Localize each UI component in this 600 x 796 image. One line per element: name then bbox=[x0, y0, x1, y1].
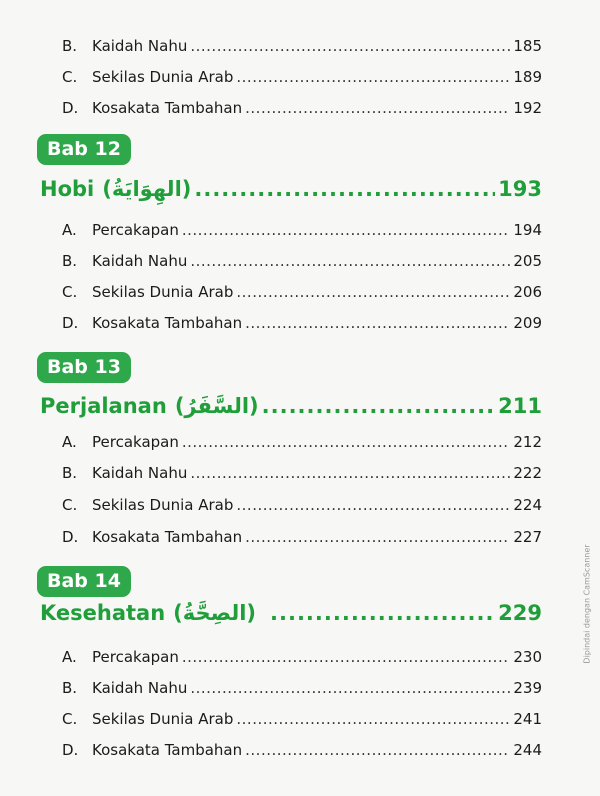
toc-entry[interactable] bbox=[62, 495, 542, 515]
dot-leader bbox=[190, 251, 510, 271]
chapter-title: Perjalanan bbox=[40, 394, 167, 418]
chapter-badge: Bab 13 bbox=[37, 352, 131, 383]
dot-leader bbox=[236, 282, 510, 302]
toc-entry[interactable] bbox=[62, 740, 542, 760]
entry-label: Kaidah Nahu bbox=[92, 464, 188, 482]
scanner-watermark-text: Dipindai dengan CamScanner bbox=[582, 544, 592, 664]
entry-page-number: 241 bbox=[513, 710, 542, 728]
toc-entry[interactable] bbox=[62, 220, 542, 240]
dot-leader bbox=[236, 709, 510, 729]
chapter-badge: Bab 12 bbox=[37, 134, 131, 165]
dot-leader bbox=[190, 678, 510, 698]
entry-page-number: 209 bbox=[513, 314, 542, 332]
entry-label: Kaidah Nahu bbox=[92, 37, 188, 55]
toc-entry[interactable] bbox=[62, 678, 542, 698]
dot-leader bbox=[194, 174, 495, 204]
entry-label: Kosakata Tambahan bbox=[92, 99, 243, 117]
toc-entry[interactable] bbox=[62, 432, 542, 452]
dot-leader bbox=[245, 527, 510, 547]
chapter-title-row[interactable] bbox=[40, 598, 542, 628]
toc-entry[interactable] bbox=[62, 463, 542, 483]
dot-leader bbox=[190, 36, 510, 56]
toc-entry[interactable] bbox=[62, 36, 542, 56]
entry-page-number: 194 bbox=[513, 221, 542, 239]
entry-page-number: 227 bbox=[513, 528, 542, 546]
entry-label: Percakapan bbox=[92, 433, 179, 451]
toc-entry[interactable] bbox=[62, 98, 542, 118]
chapter-title: Hobi bbox=[40, 177, 95, 201]
dot-leader bbox=[245, 740, 510, 760]
entry-label: Kaidah Nahu bbox=[92, 252, 188, 270]
entry-letter: D. bbox=[62, 99, 79, 117]
chapter-page-number: 229 bbox=[498, 601, 542, 625]
entry-letter: A. bbox=[62, 648, 77, 666]
entry-page-number: 206 bbox=[513, 283, 542, 301]
entry-letter: D. bbox=[62, 528, 79, 546]
chapter-page-number: 211 bbox=[498, 394, 542, 418]
toc-entry[interactable] bbox=[62, 67, 542, 87]
entry-label: Kosakata Tambahan bbox=[92, 741, 243, 759]
toc-entry[interactable] bbox=[62, 647, 542, 667]
dot-leader bbox=[262, 391, 496, 421]
chapter-title-row[interactable] bbox=[40, 391, 542, 421]
entry-label: Sekilas Dunia Arab bbox=[92, 496, 234, 514]
chapter-arabic-title: (السَّفَرُ) bbox=[174, 394, 259, 418]
toc-entry[interactable] bbox=[62, 709, 542, 729]
entry-page-number: 230 bbox=[513, 648, 542, 666]
dot-leader bbox=[190, 463, 510, 483]
dot-leader bbox=[182, 647, 511, 667]
chapter-arabic-title: (الصِحَّةُ) bbox=[173, 601, 257, 625]
entry-label: Kosakata Tambahan bbox=[92, 314, 243, 332]
entry-letter: A. bbox=[62, 433, 77, 451]
entry-label: Percakapan bbox=[92, 648, 179, 666]
chapter-title-row[interactable] bbox=[40, 174, 542, 204]
entry-label: Percakapan bbox=[92, 221, 179, 239]
chapter-arabic-title: (الهِوَايَةُ) bbox=[102, 177, 192, 201]
entry-letter: B. bbox=[62, 464, 78, 482]
entry-letter: B. bbox=[62, 679, 78, 697]
entry-label: Sekilas Dunia Arab bbox=[92, 710, 234, 728]
entry-letter: C. bbox=[62, 283, 78, 301]
chapter-badge: Bab 14 bbox=[37, 566, 131, 597]
entry-letter: C. bbox=[62, 496, 78, 514]
entry-letter: D. bbox=[62, 741, 79, 759]
entry-letter: B. bbox=[62, 252, 78, 270]
entry-page-number: 212 bbox=[513, 433, 542, 451]
entry-label: Kaidah Nahu bbox=[92, 679, 188, 697]
entry-label: Sekilas Dunia Arab bbox=[92, 68, 234, 86]
toc-entry[interactable] bbox=[62, 282, 542, 302]
entry-page-number: 239 bbox=[513, 679, 542, 697]
entry-page-number: 189 bbox=[513, 68, 542, 86]
entry-letter: C. bbox=[62, 710, 78, 728]
entry-page-number: 185 bbox=[513, 37, 542, 55]
entry-page-number: 222 bbox=[513, 464, 542, 482]
entry-letter: B. bbox=[62, 37, 78, 55]
entry-label: Kosakata Tambahan bbox=[92, 528, 243, 546]
entry-letter: D. bbox=[62, 314, 79, 332]
scanner-watermark bbox=[580, 504, 594, 704]
chapter-page-number: 193 bbox=[498, 177, 542, 201]
chapter-title: Kesehatan bbox=[40, 601, 166, 625]
entry-page-number: 224 bbox=[513, 496, 542, 514]
toc-entry[interactable] bbox=[62, 527, 542, 547]
dot-leader bbox=[236, 67, 510, 87]
dot-leader bbox=[245, 98, 510, 118]
entry-page-number: 244 bbox=[513, 741, 542, 759]
dot-leader bbox=[182, 432, 511, 452]
entry-page-number: 205 bbox=[513, 252, 542, 270]
toc-entry[interactable] bbox=[62, 313, 542, 333]
dot-leader bbox=[245, 313, 510, 333]
entry-page-number: 192 bbox=[513, 99, 542, 117]
dot-leader bbox=[236, 495, 510, 515]
dot-leader bbox=[182, 220, 511, 240]
dot-leader bbox=[270, 598, 495, 628]
toc-entry[interactable] bbox=[62, 251, 542, 271]
entry-letter: C. bbox=[62, 68, 78, 86]
entry-label: Sekilas Dunia Arab bbox=[92, 283, 234, 301]
entry-letter: A. bbox=[62, 221, 77, 239]
